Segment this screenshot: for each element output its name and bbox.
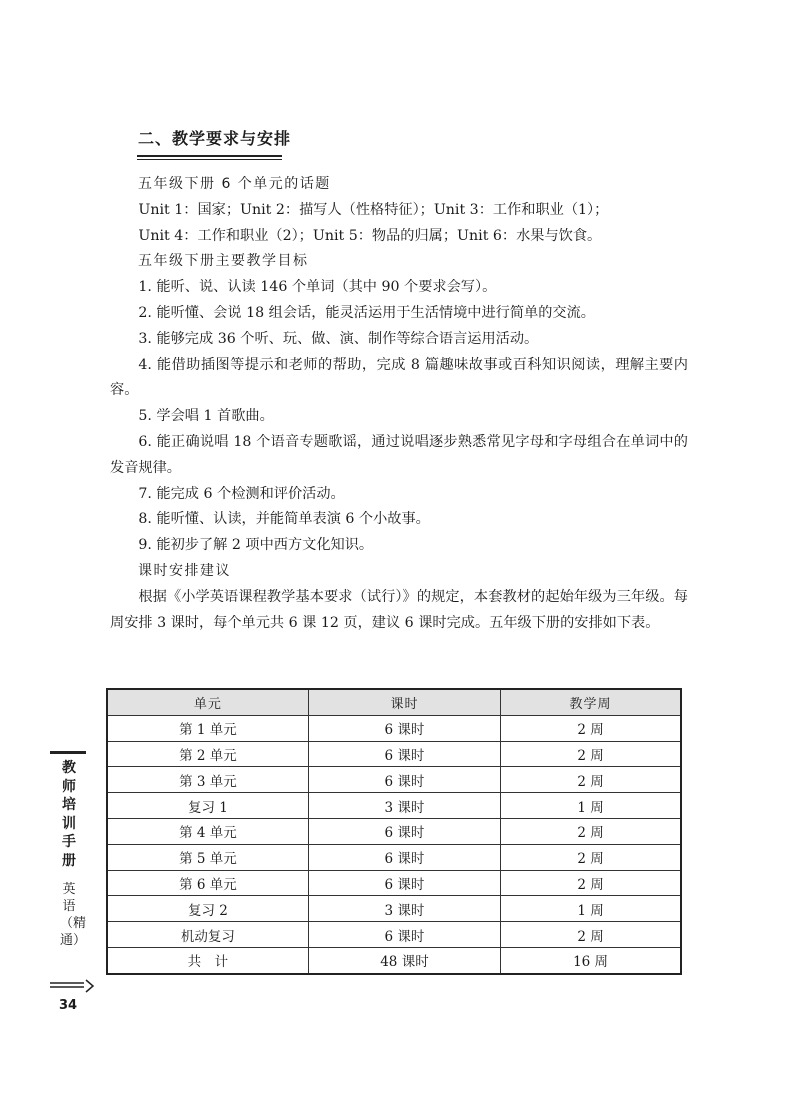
topics-heading: 五年级下册 6 个单元的话题 (138, 176, 331, 192)
table-row (107, 922, 681, 948)
side-tab (50, 751, 86, 987)
schedule-table (106, 688, 682, 975)
cell-weeks: 2 周 (501, 870, 681, 896)
goal-item: 2. 能听懂、会说 18 组会话，能灵活运用于生活情境中进行简单的交流。 (138, 304, 595, 321)
header-hours: 课时 (308, 689, 500, 715)
header-unit: 单元 (107, 689, 308, 715)
goal-item: 1. 能听、说、认读 146 个单词（其中 90 个要求会写）。 (138, 279, 497, 296)
cell-hours: 6 课时 (308, 922, 500, 948)
schedule-paragraph: 根据《小学英语课程教学基本要求（试行）》的规定，本套教材的起始年级为三年级。每周安排 3 课时，每个单元共 6 课 12 页，建议 6 课时完成。五年级下册的安排如下表。 (110, 588, 688, 631)
table-total-row (107, 947, 681, 973)
cell-weeks: 2 周 (501, 818, 681, 844)
cell-hours: 6 课时 (308, 741, 500, 767)
goals-heading: 五年级下册主要教学目标 (138, 253, 309, 270)
cell-hours: 48 课时 (308, 947, 500, 973)
goal-item: 3. 能够完成 36 个听、玩、做、演、制作等综合语言运用活动。 (138, 330, 539, 347)
cell-weeks: 2 周 (501, 715, 681, 741)
goal-item: 8. 能听懂、认读，并能简单表演 6 个小故事。 (138, 511, 430, 528)
cell-hours: 3 课时 (308, 793, 500, 819)
header-weeks: 教学周 (501, 689, 681, 715)
table-row (107, 844, 681, 870)
cell-hours: 6 课时 (308, 844, 500, 870)
cell-unit: 第 5 单元 (107, 844, 308, 870)
cell-hours: 6 课时 (308, 767, 500, 793)
goal-item: 6. 能正确说唱 18 个语音专题歌谣，通过说唱逐步熟悉常见字母和字母组合在单词中的发音规律。 (110, 433, 688, 476)
cell-weeks: 1 周 (501, 896, 681, 922)
cell-weeks: 2 周 (501, 741, 681, 767)
table-header-row (107, 689, 681, 715)
table-row (107, 896, 681, 922)
table-row (107, 870, 681, 896)
goal-item: 7. 能完成 6 个检测和评价活动。 (138, 485, 345, 502)
cell-weeks: 1 周 (501, 793, 681, 819)
cell-weeks: 2 周 (501, 844, 681, 870)
table-row (107, 793, 681, 819)
cell-unit: 机动复习 (107, 922, 308, 948)
section-title: 二、教学要求与安排 (138, 129, 292, 148)
goal-item: 4. 能借助插图等提示和老师的帮助，完成 8 篇趣味故事或百科知识阅读，理解主要内容。 (110, 356, 688, 399)
side-tab-title: 教师培训手册 (62, 760, 76, 869)
schedule-heading: 课时安排建议 (138, 562, 231, 579)
cell-unit: 复习 2 (107, 896, 308, 922)
cell-unit: 共 计 (107, 947, 308, 973)
cell-unit: 第 1 单元 (107, 715, 308, 741)
side-tab-subtitle: 英语（精通） (60, 882, 87, 948)
cell-unit: 第 2 单元 (107, 741, 308, 767)
body-text (110, 172, 688, 636)
cell-hours: 3 课时 (308, 896, 500, 922)
chevron-right-icon (50, 979, 96, 993)
title-underline (137, 155, 282, 157)
cell-unit: 第 6 单元 (107, 870, 308, 896)
cell-hours: 6 课时 (308, 715, 500, 741)
topic-line: Unit 1：国家；Unit 2：描写人（性格特征）；Unit 3：工作和职业（1）； (138, 201, 609, 218)
page-number: 34 (59, 998, 78, 1013)
table-row (107, 767, 681, 793)
cell-weeks: 16 周 (501, 947, 681, 973)
table-row (107, 741, 681, 767)
goal-item: 5. 学会唱 1 首歌曲。 (138, 408, 274, 425)
cell-hours: 6 课时 (308, 870, 500, 896)
cell-unit: 第 3 单元 (107, 767, 308, 793)
cell-weeks: 2 周 (501, 767, 681, 793)
table-row (107, 715, 681, 741)
cell-weeks: 2 周 (501, 922, 681, 948)
side-tab-rule (50, 751, 86, 754)
cell-unit: 复习 1 (107, 793, 308, 819)
cell-unit: 第 4 单元 (107, 818, 308, 844)
goal-item: 9. 能初步了解 2 项中西方文化知识。 (138, 537, 374, 554)
topic-line: Unit 4：工作和职业（2）；Unit 5：物品的归属；Unit 6：水果与饮食。 (138, 227, 602, 244)
table-row (107, 818, 681, 844)
title-underline-thin (137, 159, 282, 160)
cell-hours: 6 课时 (308, 818, 500, 844)
